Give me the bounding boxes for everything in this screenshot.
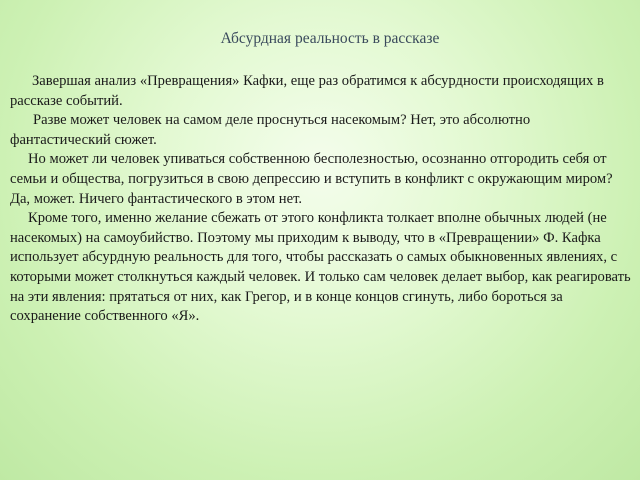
paragraph-1: Завершая анализ «Превращения» Кафки, еще раз обратимся к абсурдности происходящих в рассказе событий. bbox=[10, 73, 604, 109]
paragraph-2: Разве может человек на самом деле проснуться насекомым? Нет, это абсолютно фантастический сюжет. bbox=[10, 112, 531, 148]
paragraph-3: Но может ли человек упиваться собственною бесполезностью, осознанно отгородить себя от семьи и общества, погрузиться в свою депрессию и вступить в конфликт с окружающим миром? Да, может. Ничего фантастического в этом нет. bbox=[10, 151, 613, 207]
slide-title: Абсурдная реальность в рассказе bbox=[220, 30, 440, 47]
slide-body bbox=[10, 72, 632, 327]
paragraph-4: Кроме того, именно желание сбежать от этого конфликта толкает вполне обычных людей (не насекомых) на самоубийство. Поэтому мы приходим к выводу, что в «Превращении» Ф. Кафка использует абсурдную реальность для того, чтобы рассказать о самых обыкновенных явлениях, с которыми может столкнуться каждый человек. И только сам человек делает выбор, как реагировать на эти явления: прятаться от них, как Грегор, и в конце концов сгинуть, либо бороться за сохранение собственного «Я». bbox=[10, 210, 631, 325]
